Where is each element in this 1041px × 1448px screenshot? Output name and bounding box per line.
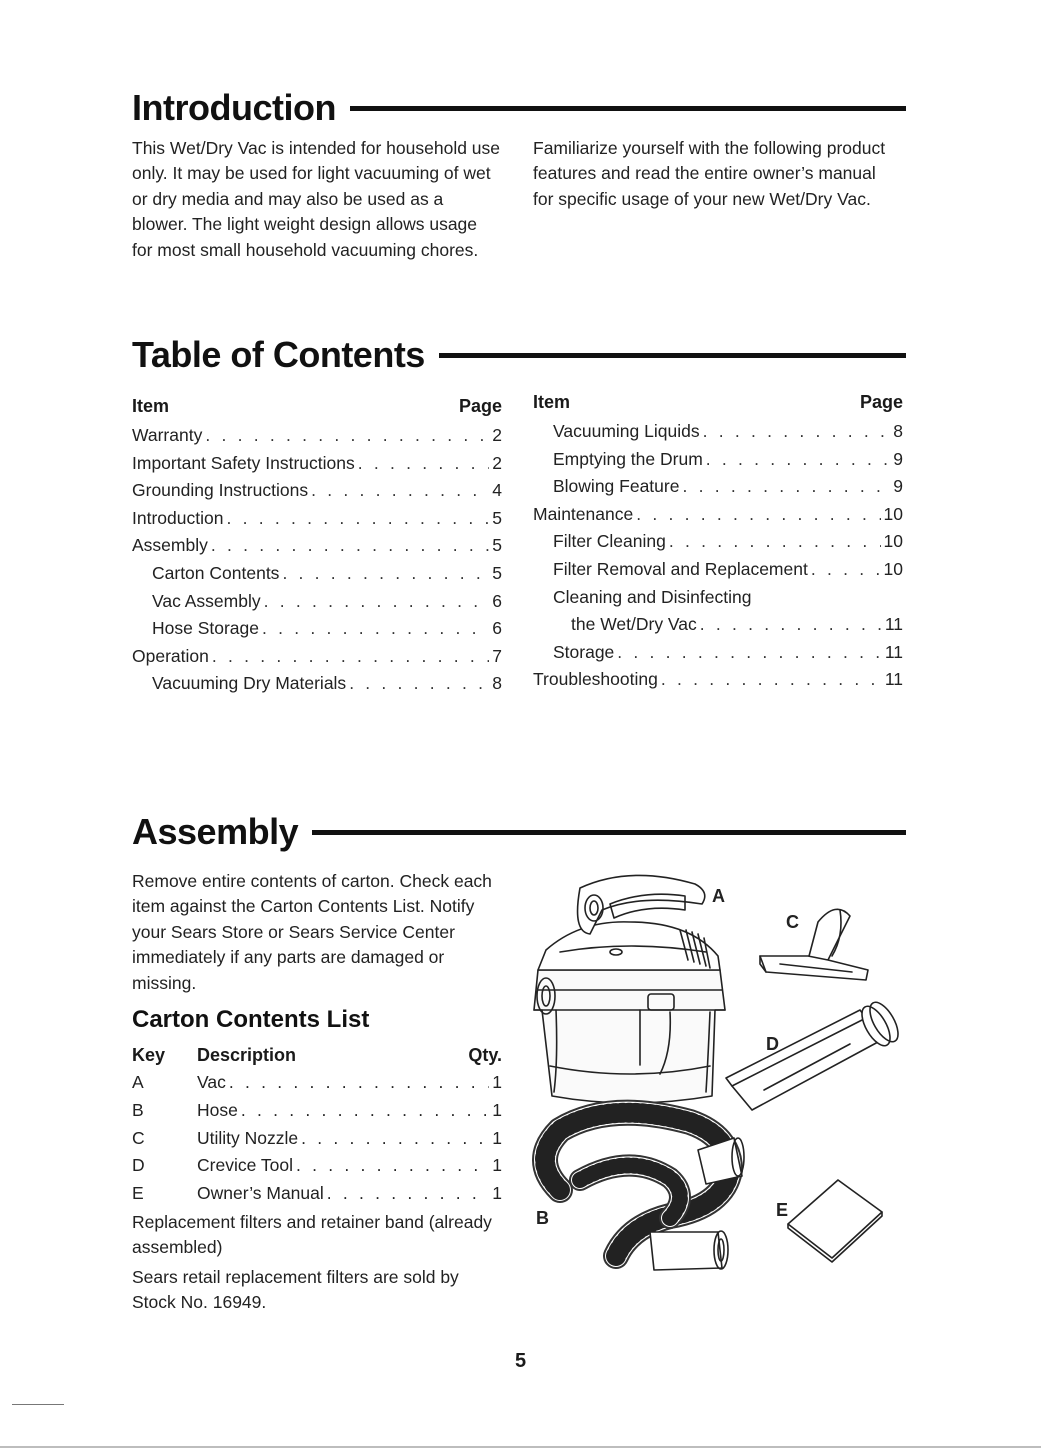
assembly-title: Assembly — [132, 811, 299, 852]
toc-entry-page: 6 — [492, 590, 502, 611]
toc-header — [533, 388, 903, 416]
toc-entry-page: 9 — [893, 448, 903, 469]
toc-page-header: Page — [458, 396, 502, 416]
toc-entry-page: 8 — [893, 421, 903, 441]
carton-item-description: Utility Nozzle — [197, 1127, 299, 1148]
toc-entry-label: Operation — [132, 645, 209, 666]
toc-entry — [533, 418, 903, 446]
toc-entry — [132, 615, 502, 643]
intro-left-paragraph: This Wet/Dry Vac is intended for household use only. It may be used for light vacuuming of wet or dry media and may also be used as a blower. The light weight design allows usage for most small household vacuuming chores. — [132, 138, 501, 260]
page-number: 5 — [514, 1350, 527, 1372]
toc-entry-label: Troubleshooting — [533, 669, 658, 690]
hose-illustration — [545, 1113, 744, 1270]
carton-item-key: D — [132, 1155, 145, 1176]
toc-entry-label: Maintenance — [533, 503, 634, 524]
carton-header — [132, 1041, 502, 1069]
carton-contents-list-title: Carton Contents List — [132, 1006, 370, 1033]
dot-leader — [205, 422, 489, 450]
toc-entry-label: Filter Removal and Replacement — [553, 558, 808, 579]
carton-item-row — [132, 1180, 502, 1208]
carton-item-qty: 1 — [492, 1099, 502, 1120]
toc-entry-page: 10 — [883, 531, 903, 552]
dot-leader — [703, 418, 890, 446]
toc-entry — [132, 532, 502, 560]
carton-item-qty: 1 — [492, 1127, 502, 1148]
toc-header — [132, 392, 502, 420]
heading-rule — [350, 106, 906, 111]
toc-entry — [132, 643, 502, 671]
carton-item-key: A — [132, 1072, 144, 1092]
carton-item-row — [132, 1097, 502, 1125]
toc-title: Table of Contents — [132, 334, 425, 375]
toc-item-header: Item — [132, 396, 170, 416]
vac-illustration — [534, 875, 725, 1103]
carton-item-qty: 1 — [492, 1183, 502, 1204]
toc-entry — [132, 422, 502, 450]
footer-mark — [12, 1404, 64, 1405]
toc-entry — [132, 450, 502, 478]
toc-entry — [533, 473, 903, 501]
dot-leader — [296, 1152, 489, 1180]
description-header: Description — [197, 1045, 297, 1065]
toc-entry-label: Grounding Instructions — [132, 480, 309, 501]
toc-entry-label: Filter Cleaning — [553, 531, 666, 552]
toc-item-header: Item — [533, 392, 571, 412]
assembly-heading — [132, 812, 906, 852]
replacement-filter-note: Replacement filters and retainer band (already assembled) — [132, 1211, 492, 1258]
toc-entry-page: 8 — [492, 673, 502, 694]
toc-right-column — [533, 388, 903, 694]
toc-entry-label: Storage — [553, 641, 615, 662]
toc-entry — [533, 666, 903, 694]
figure-label-b: B — [536, 1208, 549, 1228]
toc-entry-page: 11 — [884, 614, 903, 635]
toc-entry-page: 2 — [492, 425, 502, 445]
dot-leader — [358, 450, 489, 478]
toc-entry — [533, 584, 903, 612]
assembly-paragraph: Remove entire contents of carton. Check each item against the Carton Contents List. Notify your Sears Store or Sears Service Center immediately if any parts are damaged or missing. — [132, 871, 492, 993]
dot-leader — [282, 560, 489, 588]
toc-entry — [132, 588, 502, 616]
intro-right-paragraph: Familiarize yourself with the following product features and read the entire owner’s manual for specific usage of your new Wet/Dry Vac. — [533, 138, 886, 209]
carton-item-key: B — [132, 1099, 144, 1120]
carton-contents-table — [132, 1041, 502, 1316]
toc-entry-label: Vacuuming Liquids — [553, 421, 700, 441]
toc-entry-page: 11 — [884, 669, 903, 690]
introduction-title: Introduction — [132, 87, 336, 128]
toc-entry-page: 9 — [893, 476, 903, 497]
carton-item-description: Hose — [197, 1099, 238, 1120]
toc-entry — [533, 528, 903, 556]
introduction-heading — [132, 88, 906, 128]
toc-entry-page: 10 — [883, 503, 903, 524]
toc-entry-page: 4 — [492, 480, 502, 501]
utility-nozzle-illustration — [760, 909, 868, 980]
dot-leader — [241, 1097, 489, 1125]
toc-entry — [132, 670, 502, 698]
dot-leader — [229, 1069, 489, 1097]
heading-rule — [312, 830, 906, 835]
toc-entry-label: Warranty — [132, 425, 203, 445]
toc-entry — [533, 501, 903, 529]
figure-label-c: C — [786, 912, 799, 932]
dot-leader — [706, 446, 890, 474]
carton-item-qty: 1 — [492, 1072, 502, 1092]
toc-entry-label: Important Safety Instructions — [132, 452, 355, 473]
toc-entry-label: Assembly — [132, 535, 208, 556]
figure-label-e: E — [776, 1200, 789, 1220]
toc-entry — [132, 560, 502, 588]
carton-item-key: E — [132, 1183, 144, 1204]
qty-header: Qty. — [468, 1045, 502, 1065]
toc-entry-label: Introduction — [132, 507, 224, 528]
dot-leader — [262, 615, 489, 643]
carton-item-row — [132, 1125, 502, 1153]
figure-label-a: A — [712, 886, 725, 906]
toc-entry — [533, 611, 903, 639]
toc-entry — [533, 446, 903, 474]
owners-manual-illustration — [788, 1180, 882, 1262]
key-header: Key — [132, 1045, 166, 1065]
dot-leader — [327, 1180, 489, 1208]
dot-leader — [682, 473, 890, 501]
carton-item-description: Crevice Tool — [197, 1155, 293, 1176]
dot-leader — [264, 588, 489, 616]
toc-entry-page: 10 — [883, 558, 903, 579]
toc-entry-label: the Wet/Dry Vac — [571, 614, 697, 635]
toc-entry — [132, 505, 502, 533]
carton-item-qty: 1 — [492, 1155, 502, 1176]
dot-leader — [226, 505, 489, 533]
dot-leader — [311, 477, 489, 505]
toc-entry — [533, 639, 903, 667]
toc-entry-label: Blowing Feature — [553, 476, 680, 497]
toc-entry-page: 5 — [492, 562, 502, 583]
dot-leader — [212, 643, 489, 671]
toc-entry — [132, 477, 502, 505]
toc-entry-label: Hose Storage — [152, 618, 260, 639]
toc-left-column — [132, 392, 502, 698]
toc-page-header: Page — [859, 392, 903, 412]
toc-entry — [533, 556, 903, 584]
toc-entry-page: 11 — [884, 641, 903, 662]
toc-entry-page: 2 — [492, 452, 502, 473]
toc-entry-label: Emptying the Drum — [553, 448, 703, 469]
dot-leader — [301, 1125, 489, 1153]
carton-contents-illustration — [520, 860, 920, 1300]
figure-label-d: D — [766, 1034, 779, 1054]
dot-leader — [661, 666, 882, 694]
stock-number-note: Sears retail replacement filters are sold by Stock No. 16949. — [132, 1266, 459, 1313]
toc-entry-page: 6 — [492, 618, 502, 639]
dot-leader — [669, 528, 881, 556]
crevice-tool-illustration — [726, 998, 904, 1110]
carton-item-description: Vac — [197, 1072, 226, 1092]
heading-rule — [439, 353, 906, 358]
dot-leader — [617, 639, 882, 667]
dot-leader — [349, 670, 489, 698]
dot-leader — [811, 556, 881, 584]
toc-entry-label: Carton Contents — [152, 562, 280, 583]
toc-entry-label: Cleaning and Disinfecting — [553, 586, 752, 607]
toc-entry-page: 5 — [492, 535, 502, 556]
dot-leader — [700, 611, 882, 639]
toc-heading — [132, 335, 906, 375]
toc-entry-label: Vac Assembly — [152, 590, 261, 611]
toc-entry-label: Vacuuming Dry Materials — [152, 673, 347, 694]
toc-entry-page: 5 — [492, 507, 502, 528]
dot-leader — [636, 501, 880, 529]
carton-item-row — [132, 1152, 502, 1180]
toc-entry-page: 7 — [492, 645, 502, 666]
dot-leader — [211, 532, 489, 560]
carton-item-description: Owner’s Manual — [197, 1183, 324, 1204]
carton-item-key: C — [132, 1127, 145, 1148]
carton-item-row — [132, 1069, 502, 1097]
